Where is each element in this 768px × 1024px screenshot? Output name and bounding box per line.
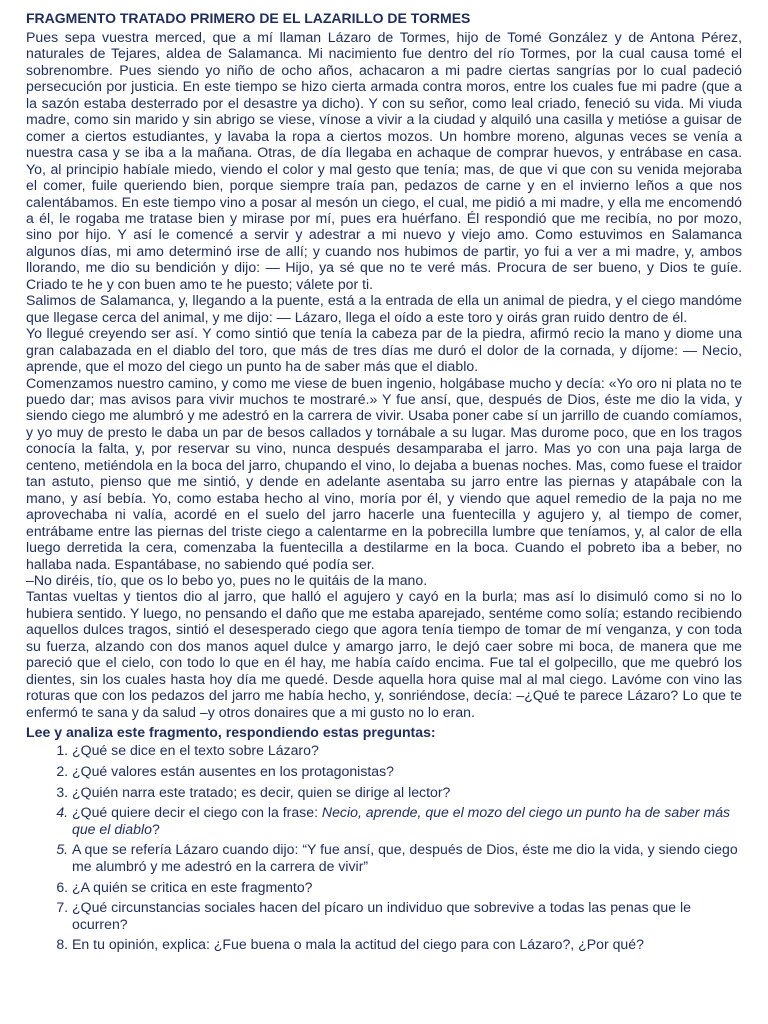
quoted-phrase: Necio, aprende, que el mozo del ciego un punto ha de saber más que el diablo bbox=[72, 804, 731, 837]
question-item bbox=[72, 804, 742, 837]
question-text-end: ? bbox=[151, 820, 160, 837]
question-item bbox=[72, 879, 742, 896]
question-text: ¿Qué valores están ausentes en los protagonistas? bbox=[72, 763, 395, 780]
question-text: ¿Qué se dice en el texto sobre Lázaro? bbox=[72, 742, 319, 759]
question-text: ¿Qué circunstancias sociales hacen del pícaro un individuo que sobrevive a todas las penas que le ocurren? bbox=[72, 899, 691, 932]
fragment-text bbox=[26, 29, 742, 720]
paragraph: Comenzamos nuestro camino, y como me viese de buen ingenio, holgábase mucho y decía: «Yo oro ni plata no te puedo dar; mas avisos para vivir muchos te mostraré.» Y fue ansí, que, después de Dios, éste me dio la vida, y siendo ciego me alumbró y me adestró en la carrera de vivir. Usaba poner cabe sí un jarrillo de cuando comíamos, y yo muy de presto le daba un par de besos callados y tornábale a su lugar. Mas durome poco, que en los tragos conocía la falta, y, por reservar su vino, nunca después desamparaba el jarro. Mas yo con una paja larga de centeno, metiéndola en la boca del jarro, chupando el vino, lo dejaba a buenas noches. Mas, como fuese el traidor tan astuto, pienso que me sintió, y dende en adelante asentaba su jarro entre las piernas y atapábale con la mano, y así bebía. Yo, como estaba hecho al vino, moría por él, y viendo que aquel remedio de la paja no me aprovechaba ni valía, acordé en el suelo del jarro hacerle una fuentecilla y agujero y, al tiempo de comer, entrábame entre las piernas del triste ciego a calentarme en la pobrecilla lumbre que teníamos, y, al calor de ella luego derretida la cera, comenzaba la fuentecilla a destilarme en la boca. Cuando el pobreto iba a beber, no hallaba nada. Espantábase, no sabiendo qué podía ser. bbox=[26, 374, 742, 572]
question-item bbox=[72, 742, 742, 759]
document-title: FRAGMENTO TRATADO PRIMERO DE EL LAZARILLO DE TORMES bbox=[26, 10, 471, 26]
question-item bbox=[72, 936, 742, 953]
question-item bbox=[72, 841, 742, 874]
paragraph: Salimos de Salamanca, y, llegando a la puente, está a la entrada de ella un animal de piedra, y el ciego mandóme que llegase cerca del animal, y me dijo: — Lázaro, llega el oído a este toro y oirás gran ruido dentro de él. bbox=[26, 292, 742, 325]
paragraph: Tantas vueltas y tientos dio al jarro, que halló el agujero y cayó en la burla; mas así lo disimuló como si no lo hubiera sentido. Y luego, no pensando el daño que me estaba aparejado, sentéme como solía; estando recibiendo aquellos dulces tragos, sintió el desesperado ciego que agora tenía tiempo de tomar de mí venganza, y con toda su fuerza, alzando con dos manos aquel dulce y amargo jarro, le dejó caer sobre mi boca, de manera que me pareció que el cielo, con todo lo que en él hay, me había caído encima. Fue tal el golpecillo, que me quebró los dientes, sin los cuales hasta hoy día me quedé. Desde aquella hora quise mal al mal ciego. Lavóme con vino las roturas que con los pedazos del jarro me había hecho, y, sonriéndose, decía: –¿Qué te parece Lázaro? Lo que te enfermó te sana y da salud –y otros donaires que a mi gusto no lo eran. bbox=[26, 588, 742, 720]
question-item bbox=[72, 784, 742, 801]
question-item bbox=[72, 899, 742, 932]
question-item bbox=[72, 763, 742, 780]
paragraph: Yo llegué creyendo ser así. Y como sintió que tenía la cabeza par de la piedra, afirmó recio la mano y diome una gran calabazada en el diablo del toro, que más de tres días me duró el dolor de la cornada, y díjome: — Necio, aprende, que el mozo del ciego un punto ha de saber más que el diablo. bbox=[26, 325, 742, 375]
paragraph: Pues sepa vuestra merced, que a mí llaman Lázaro de Tormes, hijo de Tomé González y de Antona Pérez, naturales de Tejares, aldea de Salamanca. Mi nacimiento fue dentro del río Tormes, por la cual causa tomé el sobrenombre. Pues siendo yo niño de ocho años, achacaron a mi padre ciertas sangrías por lo cual padeció persecución por justicia. En este tiempo se hizo cierta armada contra moros, entre los cuales fue mi padre (que a la sazón estaba desterrado por el desastre ya dicho). Y con su señor, como leal criado, feneció su vida. Mi viuda madre, como sin marido y sin abrigo se viese, vínose a vivir a la ciudad y alquiló una casilla y metióse a guisar de comer a ciertos estudiantes, y lavaba la ropa a ciertos mozos. Un hombre moreno, algunas veces se venía a nuestra casa y se iba a la mañana. Otras, de día llegaba en achaque de comprar huevos, y entrábase en casa. Yo, al principio habíale miedo, viendo el color y mal gesto que tenía; mas, de que vi que con su venida mejoraba el comer, fuile queriendo bien, porque siempre traía pan, pedazos de carne y en el invierno leños a que nos calentábamos. En este tiempo vino a posar al mesón un ciego, el cual, me pidió a mi madre, y ella me encomendó a él, le rogaba me tratase bien y mirase por mí, pues era huérfano. Él respondió que me recibía, no por mozo, sino por hijo. Y así le comencé a servir y adestrar a mi nuevo y viejo amo. Como estuvimos en Salamanca algunos días, mi amo determinó irse de allí; y cuando nos hubimos de partir, yo fui a ver a mi madre, y, ambos llorando, me dio su bendición y dijo: — Hijo, ya sé que no te veré más. Procura de ser bueno, y Dios te guíe. Criado te he y con buen amo te he puesto; válete por ti. bbox=[26, 29, 742, 292]
question-text: ¿Qué quiere decir el ciego con la frase: bbox=[72, 804, 322, 821]
paragraph: –No diréis, tío, que os lo bebo yo, pues no le quitáis de la mano. bbox=[26, 571, 428, 588]
question-text: ¿A quién se critica en este fragmento? bbox=[72, 878, 313, 895]
question-text: ¿Quién narra este tratado; es decir, quien se dirige al lector? bbox=[72, 783, 451, 800]
question-text: En tu opinión, explica: ¿Fue buena o mala la actitud del ciego para con Lázaro?, ¿Por qué? bbox=[72, 936, 644, 953]
questions-list bbox=[26, 742, 742, 953]
questions-heading: Lee y analiza este fragmento, respondiendo estas preguntas: bbox=[26, 724, 436, 741]
question-text: A que se refería Lázaro cuando dijo: “Y fue ansí, que, después de Dios, éste me dio la vida, y siendo ciego me alumbró y me adestró en la carrera de vivir” bbox=[72, 841, 738, 875]
